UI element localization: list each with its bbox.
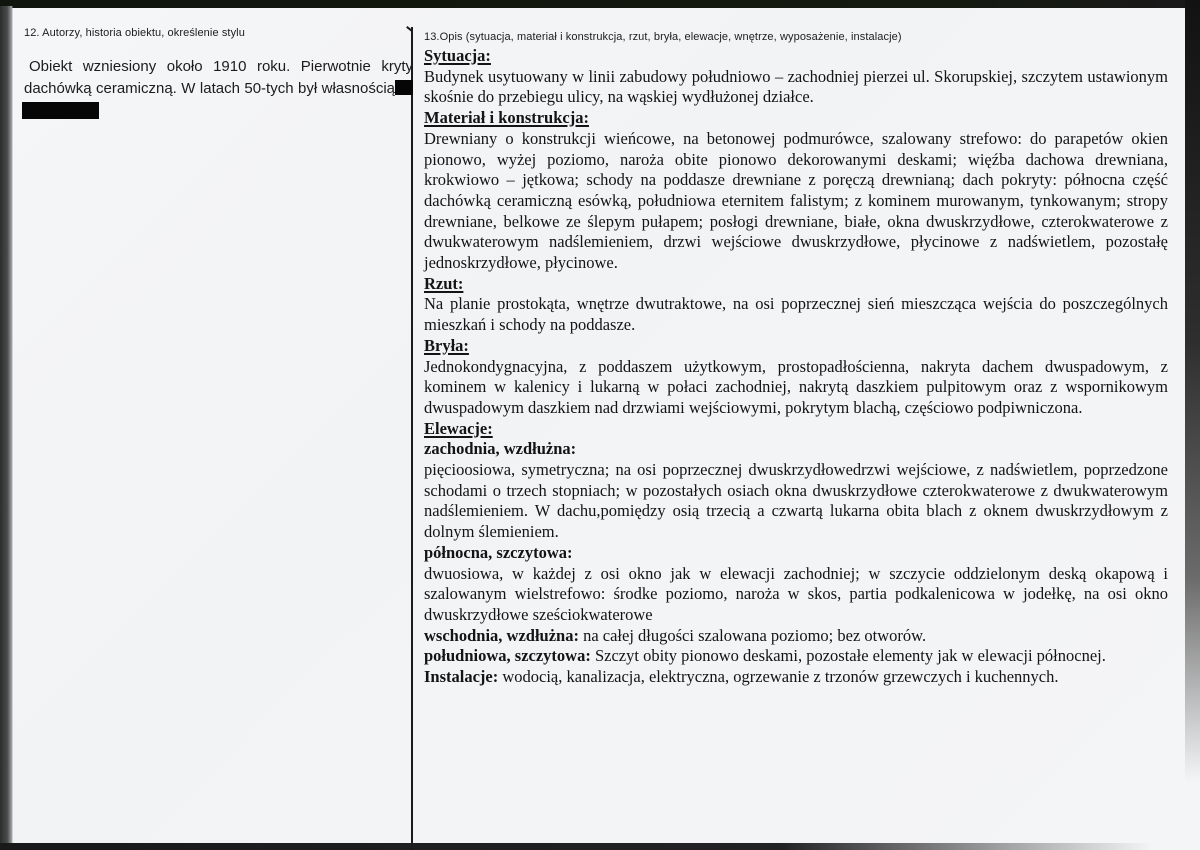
section-heading <box>424 274 1168 295</box>
section-heading <box>424 419 1168 440</box>
runin-label: wschodnia, wzdłużna: <box>424 625 579 645</box>
description-sections <box>424 46 1168 688</box>
section-13-description <box>424 31 1168 688</box>
section-subheading: północna, szczytowa: <box>424 542 573 562</box>
history-text-line-1: Obiekt wzniesiony około 1910 roku. Pierwotnie kryty <box>29 58 413 75</box>
section-heading-text: Materiał i konstrukcja: <box>424 108 589 128</box>
section-paragraph: dwuosiowa, w każdej z osi okno jak w elewacji zachodniej; w szczycie oddzielonym deską okapową i szalowanym wielstrefowo: środke poziomo, naroża w skos, partia podkalenicowa w jodełkę, na osi okno dwuskrzydłowe sześciokwaterowe <box>424 563 1168 624</box>
field-12-text <box>24 56 413 119</box>
section-runin-paragraph: wschodnia, wzdłużna: na całej długości szalowana poziomo; bez otworów. <box>424 625 927 645</box>
section-paragraph: Na planie prostokąta, wnętrze dwutraktowe, na osi poprzecznej sień mieszcząca wejścia do poszczególnych mieszkań i schody na poddasze. <box>424 294 1168 335</box>
section-heading-text: Rzut: <box>424 273 464 293</box>
section-heading-text: Sytuacja: <box>424 46 491 65</box>
section-runin-paragraph: południowa, szczytowa: Szczyt obity pionowo deskami, pozostałe elementy jak w elewacji północnej. <box>424 646 1106 666</box>
section-12-authors-history <box>24 27 413 119</box>
section-paragraph: Budynek usytuowany w linii zabudowy południowo – zachodniej pierzei ul. Skorupskiej, szczytem ustawionym skośnie do przebiegu ulicy, na wąskiej wydłużonej działce. <box>424 66 1168 107</box>
section-heading <box>424 336 1168 357</box>
scan-edge-top <box>0 0 1200 8</box>
scan-edge-right <box>1185 0 1200 850</box>
section-heading <box>424 46 1168 67</box>
column-divider-line <box>411 27 413 850</box>
section-heading-text: Bryła: <box>424 335 469 355</box>
section-paragraph: Jednokondygnacyjna, z poddaszem użytkowym, prostopadłościenna, nakryta dachem dwuspadowym, z kominem w kalenicy i lukarną w połaci zachodniej, nakrytą daszkiem pulpitowym oraz z wspornikowym dwuspadowym daszkiem nad drzwiami wejściowymi, pokrytym blachą, częściowo podpiwniczona. <box>424 356 1168 417</box>
history-text-line-3 <box>24 102 413 119</box>
history-text-line-2: dachówką ceramiczną. W latach 50-tych był własnością <box>24 78 413 100</box>
field-12-label: 12. Autorzy, historia obiektu, określenie stylu <box>24 27 245 39</box>
scan-edge-left <box>0 6 13 850</box>
runin-label: Instalacje: <box>424 667 499 687</box>
section-runin-paragraph: Instalacje: wodocią, kanalizacja, elektryczna, ogrzewanie z trzonów grzewczych i kuchennych. <box>424 667 1059 687</box>
section-heading-text: Elewacje: <box>424 418 493 438</box>
section-paragraph: Drewniany o konstrukcji wieńcowe, na betonowej podmurówce, szalowany strefowo: do parapetów okien pionowo, wyżej poziomo, naroża obite pionowo dekorowanymi deskami; więźba dachowa drewniana, krokwiowo – jętkowa; schody na poddasze drewniane z poręczą drewnianą; dach pokryty: północna część dachówką ceramiczną esówką, południowa eternitem falistym; z kominem murowanym, tynkowanym; stropy drewniane, belkowe ze ślepym pułapem; posłogi drewniane, białe, okna dwuskrzydłowe, czterokwaterowe z dwukwaterowym nadślemieniem, drzwi wejściowe dwuskrzydłowe, płycinowe z nadświetlem, pozostałę jednoskrzydłowe, płycinowe. <box>424 128 1168 273</box>
section-heading <box>424 108 1168 129</box>
redaction-box-block <box>22 102 99 119</box>
field-13-label: 13.Opis (sytuacja, materiał i konstrukcja, rzut, bryła, elewacje, wnętrze, wyposażenie, instalacje) <box>424 31 902 43</box>
section-subheading: zachodnia, wzdłużna: <box>424 439 577 459</box>
scan-edge-bottom <box>0 843 1200 850</box>
section-paragraph: pięcioosiowa, symetryczna; na osi poprzecznej dwuskrzydłowedrzwi wejściowe, z nadświetlem, poprzedzone schodami o trzech stopniach; w pozostałych osiach okna dwuskrzydłowe czterokwaterowe z dwukwaterowym nadślemieniem. W dachu,pomiędzy osią trzecią a czwartą lukarna obita blach z oknem dwuskrzydłowym z dolnym ślemieniem. <box>424 460 1168 542</box>
redaction-box-inline <box>395 80 413 95</box>
runin-label: południowa, szczytowa: <box>424 646 591 666</box>
